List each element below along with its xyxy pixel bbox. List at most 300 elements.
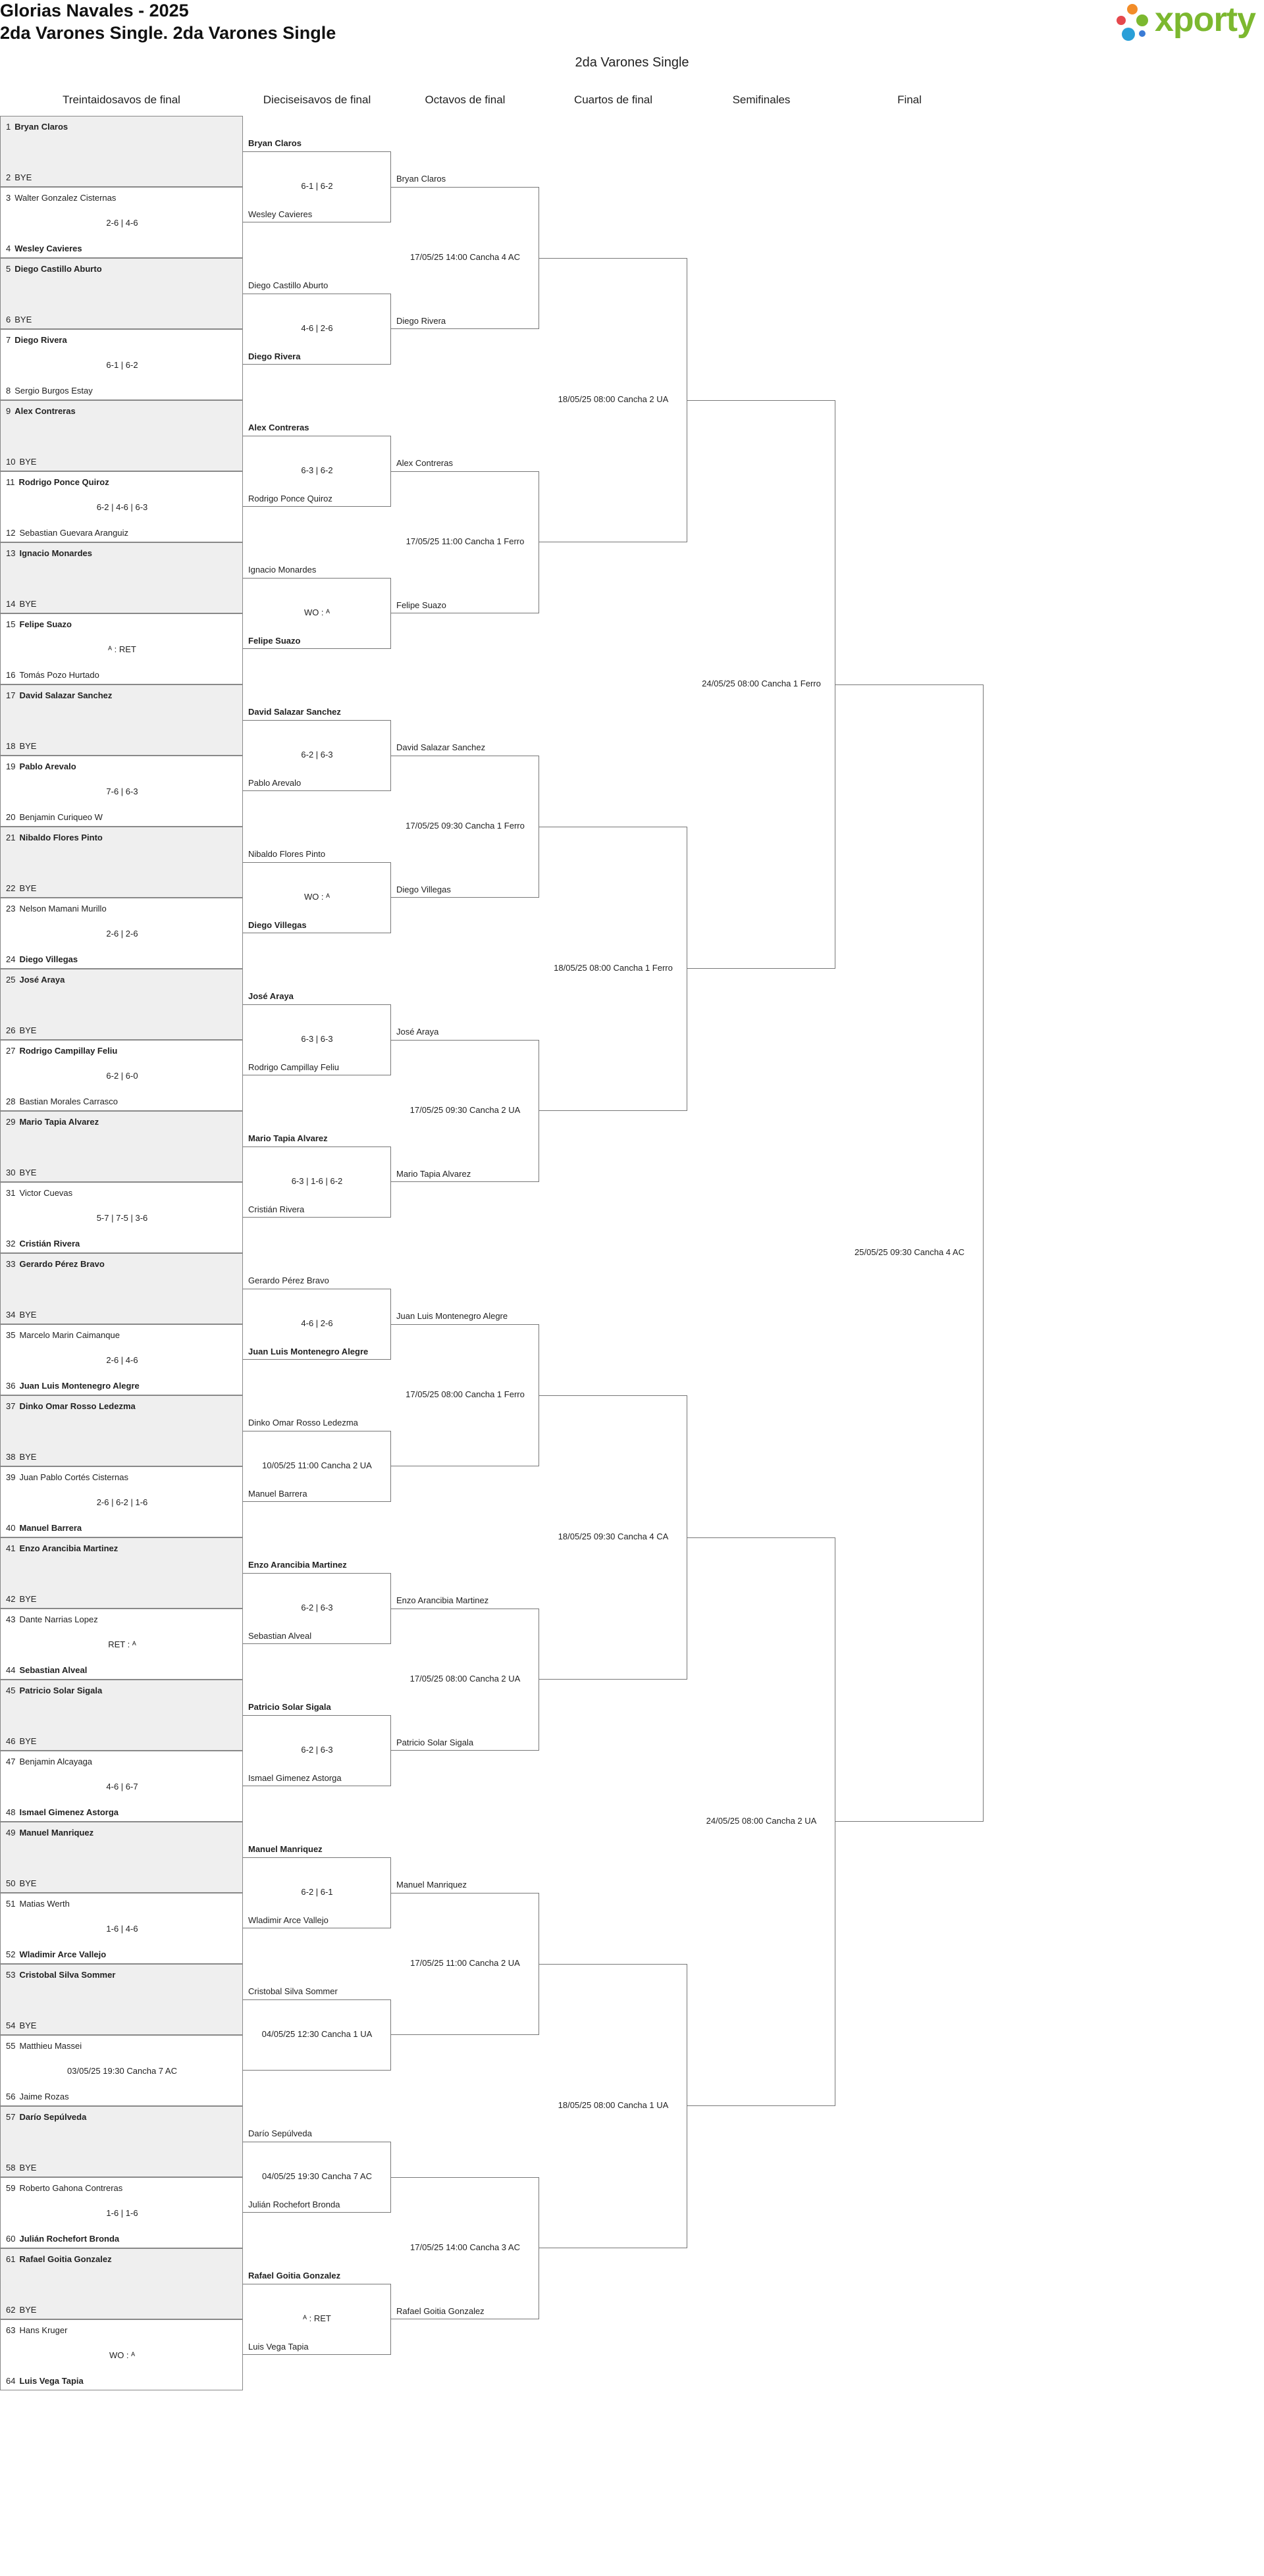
player-name: Benjamin Curiqueo W <box>19 812 103 822</box>
match-card[interactable] <box>0 1182 243 1253</box>
player-row <box>6 1452 36 1462</box>
player-name: Roberto Gahona Contreras <box>19 2183 123 2193</box>
player-name[interactable]: Ismael Gimenez Astorga <box>248 1773 342 1783</box>
player-row <box>6 1949 106 1959</box>
player-row <box>6 1025 36 1035</box>
match-score: 6-1 | 6-2 <box>106 360 138 370</box>
match-score: 6-3 | 6-3 <box>301 1034 333 1044</box>
player-name[interactable]: Enzo Arancibia Martinez <box>396 1595 489 1605</box>
round-header: Final <box>897 93 922 106</box>
player-name: Diego Villegas <box>19 954 78 964</box>
seed-number: 53 <box>6 1970 16 1980</box>
seed-number: 33 <box>6 1259 16 1269</box>
round-header: Octavos de final <box>425 93 506 106</box>
match-card[interactable] <box>0 898 243 969</box>
player-name[interactable]: Nibaldo Flores Pinto <box>248 849 326 859</box>
player-row <box>6 1614 98 1624</box>
seed-number: 22 <box>6 883 16 893</box>
match-score: 2-6 | 2-6 <box>106 929 138 939</box>
player-row <box>6 1757 92 1766</box>
player-name: BYE <box>19 1594 37 1604</box>
player-row <box>6 1807 118 1817</box>
seed-number: 27 <box>6 1046 16 1056</box>
player-row <box>6 457 36 467</box>
seed-number: 35 <box>6 1330 16 1340</box>
player-row <box>6 761 76 771</box>
match-score: 1-6 | 1-6 <box>106 2208 138 2218</box>
seed-number: 3 <box>6 193 11 203</box>
player-name: Sergio Burgos Estay <box>14 386 93 396</box>
player-name: Rodrigo Ponce Quiroz <box>18 477 109 487</box>
player-row <box>6 2376 84 2386</box>
match-score: 2-6 | 4-6 <box>106 218 138 228</box>
match-card[interactable] <box>0 329 243 400</box>
player-row <box>6 1594 36 1604</box>
match-score: 6-2 | 6-3 <box>301 1745 333 1755</box>
player-row <box>6 2041 82 2051</box>
player-row <box>6 1828 93 1838</box>
player-name[interactable]: Manuel Barrera <box>248 1489 307 1499</box>
seed-number: 51 <box>6 1899 16 1909</box>
player-name[interactable]: Bryan Claros <box>248 138 302 148</box>
match-score: 4-6 | 2-6 <box>301 323 333 333</box>
logo-text: xporty <box>1155 1 1255 39</box>
seed-number: 26 <box>6 1025 16 1035</box>
seed-number: 34 <box>6 1310 16 1320</box>
match-card[interactable] <box>0 1395 243 1466</box>
player-name: Nibaldo Flores Pinto <box>19 833 103 842</box>
player-row <box>6 1381 140 1391</box>
player-name: Patricio Solar Sigala <box>19 1686 103 1695</box>
player-name: Tomás Pozo Hurtado <box>19 670 99 680</box>
player-row <box>6 883 36 893</box>
match-score: 24/05/25 08:00 Cancha 1 Ferro <box>702 679 821 688</box>
match-score: 18/05/25 08:00 Cancha 2 UA <box>558 394 669 404</box>
player-name[interactable]: Mario Tapia Alvarez <box>396 1169 471 1179</box>
match-card[interactable] <box>0 1751 243 1822</box>
player-name[interactable]: Gerardo Pérez Bravo <box>248 1275 329 1285</box>
player-name: BYE <box>19 2021 37 2030</box>
player-row <box>6 812 103 822</box>
player-name: Bastian Morales Carrasco <box>19 1096 118 1106</box>
player-row <box>6 1188 72 1198</box>
match-card[interactable] <box>0 1111 243 1182</box>
player-name: Dante Narrias Lopez <box>19 1614 98 1624</box>
player-name[interactable]: Sebastian Alveal <box>248 1631 312 1641</box>
player-name[interactable]: Wladimir Arce Vallejo <box>248 1915 329 1925</box>
match-card[interactable] <box>0 1609 243 1680</box>
seed-number: 15 <box>6 619 16 629</box>
seed-number: 49 <box>6 1828 16 1838</box>
match-card[interactable] <box>0 613 243 684</box>
player-name[interactable]: Diego Castillo Aburto <box>248 280 329 290</box>
player-name: Pablo Arevalo <box>19 761 76 771</box>
player-row <box>6 1665 87 1675</box>
seed-number: 13 <box>6 548 16 558</box>
player-name[interactable]: Patricio Solar Sigala <box>396 1738 474 1747</box>
seed-number: 61 <box>6 2254 16 2264</box>
player-name: BYE <box>19 2305 37 2315</box>
player-row <box>6 619 72 629</box>
player-name[interactable]: Alex Contreras <box>248 423 309 432</box>
logo-dot-icon <box>1122 28 1135 41</box>
player-name: Rafael Goitia Gonzalez <box>19 2254 112 2264</box>
player-row <box>6 528 128 538</box>
match-card[interactable] <box>0 1040 243 1111</box>
match-card[interactable] <box>0 1324 243 1395</box>
player-name: BYE <box>19 741 37 751</box>
player-name: Matias Werth <box>19 1899 70 1909</box>
player-name[interactable]: Cristián Rivera <box>248 1204 305 1214</box>
player-name[interactable]: Diego Rivera <box>248 351 301 361</box>
player-name: BYE <box>19 1310 37 1320</box>
seed-number: 36 <box>6 1381 16 1391</box>
player-name: BYE <box>14 172 32 182</box>
player-row <box>6 2305 36 2315</box>
player-name: Diego Castillo Aburto <box>14 264 102 274</box>
seed-number: 6 <box>6 315 11 324</box>
match-score: 04/05/25 19:30 Cancha 7 AC <box>262 2171 372 2181</box>
match-score: 4-6 | 6-7 <box>106 1782 138 1791</box>
player-name[interactable]: Manuel Manriquez <box>396 1880 467 1890</box>
match-card[interactable] <box>0 258 243 329</box>
seed-number: 45 <box>6 1686 16 1695</box>
player-name[interactable]: José Araya <box>248 991 294 1001</box>
match-score: 17/05/25 09:30 Cancha 2 UA <box>409 1105 521 1115</box>
player-name: Cristobal Silva Sommer <box>19 1970 116 1980</box>
match-card[interactable] <box>0 756 243 827</box>
match-card[interactable] <box>0 2106 243 2177</box>
player-name[interactable]: Pablo Arevalo <box>248 778 302 788</box>
player-name: Darío Sepúlveda <box>19 2112 87 2122</box>
match-score: 6-2 | 4-6 | 6-3 <box>96 502 148 512</box>
match-score: 2-6 | 4-6 <box>106 1355 138 1365</box>
player-name[interactable]: Juan Luis Montenegro Alegre <box>248 1347 369 1356</box>
match-card[interactable] <box>0 2177 243 2248</box>
player-row <box>6 599 36 609</box>
player-row <box>6 1310 36 1320</box>
player-name: Ismael Gimenez Astorga <box>19 1807 118 1817</box>
seed-number: 44 <box>6 1665 16 1675</box>
seed-number: 29 <box>6 1117 16 1127</box>
player-name[interactable]: David Salazar Sanchez <box>248 707 341 717</box>
player-name: Manuel Manriquez <box>19 1828 94 1838</box>
match-score: 4-6 | 2-6 <box>301 1318 333 1328</box>
player-row <box>6 690 112 700</box>
player-row <box>6 1239 80 1249</box>
player-row <box>6 264 102 274</box>
match-score: 17/05/25 08:00 Cancha 1 Ferro <box>406 1389 525 1399</box>
seed-number: 9 <box>6 406 11 416</box>
seed-number: 59 <box>6 2183 16 2193</box>
seed-number: 57 <box>6 2112 16 2122</box>
player-name: Jaime Rozas <box>19 2092 69 2101</box>
match-card[interactable] <box>0 116 243 187</box>
player-name: Victor Cuevas <box>19 1188 73 1198</box>
player-name[interactable]: Rodrigo Campillay Feliu <box>248 1062 339 1072</box>
match-score: 03/05/25 19:30 Cancha 7 AC <box>67 2066 177 2076</box>
match-card[interactable] <box>0 1537 243 1609</box>
match-card[interactable] <box>0 1680 243 1751</box>
player-name: Marcelo Marin Caimanque <box>19 1330 120 1340</box>
match-score: 6-2 | 6-3 <box>301 750 333 760</box>
player-name[interactable]: Diego Villegas <box>248 920 307 930</box>
player-name: Wladimir Arce Vallejo <box>19 1949 107 1959</box>
player-row <box>6 2254 112 2264</box>
match-card[interactable] <box>0 2035 243 2106</box>
player-row <box>6 548 92 558</box>
seed-number: 50 <box>6 1878 16 1888</box>
match-score: ᴬ : RET <box>303 2313 331 2323</box>
player-name: BYE <box>19 599 37 609</box>
seed-number: 38 <box>6 1452 16 1462</box>
player-name: BYE <box>19 1168 37 1177</box>
player-name[interactable]: José Araya <box>396 1027 439 1037</box>
seed-number: 47 <box>6 1757 16 1766</box>
player-row <box>6 1401 136 1411</box>
player-row <box>6 406 76 416</box>
player-name: Julián Rochefort Bronda <box>19 2234 120 2244</box>
seed-number: 64 <box>6 2376 16 2386</box>
player-name[interactable]: Rafael Goitia Gonzalez <box>396 2306 485 2316</box>
player-name: Matthieu Massei <box>19 2041 82 2051</box>
match-score: 17/05/25 14:00 Cancha 3 AC <box>410 2242 520 2252</box>
player-name: Diego Rivera <box>14 335 67 345</box>
seed-number: 40 <box>6 1523 16 1533</box>
seed-number: 28 <box>6 1096 16 1106</box>
player-name[interactable]: David Salazar Sanchez <box>396 742 486 752</box>
player-name[interactable]: Luis Vega Tapia <box>248 2342 309 2352</box>
seed-number: 1 <box>6 122 11 132</box>
match-score: ᴬ : RET <box>108 644 136 654</box>
player-name: Luis Vega Tapia <box>19 2376 84 2386</box>
seed-number: 16 <box>6 670 16 680</box>
tournament-title: Glorias Navales - 2025 <box>0 1 189 20</box>
seed-number: 56 <box>6 2092 16 2101</box>
player-row <box>6 335 67 345</box>
player-name: Nelson Mamani Murillo <box>19 904 107 914</box>
match-score: 2-6 | 6-2 | 1-6 <box>96 1497 148 1507</box>
player-row <box>6 954 78 964</box>
player-row <box>6 2183 122 2193</box>
round-header: Treintaidosavos de final <box>63 93 180 106</box>
player-name[interactable]: Bryan Claros <box>396 174 446 184</box>
player-name: Enzo Arancibia Martinez <box>19 1543 118 1553</box>
player-name: BYE <box>19 883 37 893</box>
seed-number: 62 <box>6 2305 16 2315</box>
player-name: Alex Contreras <box>14 406 76 416</box>
seed-number: 39 <box>6 1472 16 1482</box>
seed-number: 20 <box>6 812 16 822</box>
player-row <box>6 1970 115 1980</box>
seed-number: 7 <box>6 335 11 345</box>
logo-dot-icon <box>1136 14 1148 26</box>
seed-number: 37 <box>6 1401 16 1411</box>
player-row <box>6 172 32 182</box>
match-score: 5-7 | 7-5 | 3-6 <box>96 1213 148 1223</box>
player-row <box>6 122 68 132</box>
seed-number: 42 <box>6 1594 16 1604</box>
seed-number: 54 <box>6 2021 16 2030</box>
player-name[interactable]: Alex Contreras <box>396 458 453 468</box>
seed-number: 23 <box>6 904 16 914</box>
player-row <box>6 477 109 487</box>
seed-number: 31 <box>6 1188 16 1198</box>
seed-number: 32 <box>6 1239 16 1249</box>
player-name[interactable]: Wesley Cavieres <box>248 209 313 219</box>
player-name: Manuel Barrera <box>19 1523 82 1533</box>
player-name: BYE <box>14 315 32 324</box>
player-row <box>6 904 107 914</box>
seed-number: 19 <box>6 761 16 771</box>
match-card[interactable] <box>0 1253 243 1324</box>
match-card[interactable] <box>0 2248 243 2319</box>
player-name[interactable]: Rafael Goitia Gonzalez <box>248 2271 341 2280</box>
player-name[interactable]: Diego Rivera <box>396 316 446 326</box>
player-name[interactable]: Darío Sepúlveda <box>248 2128 312 2138</box>
logo-dot-icon <box>1127 4 1138 14</box>
match-card[interactable] <box>0 969 243 1040</box>
player-name[interactable]: Cristobal Silva Sommer <box>248 1986 338 1996</box>
seed-number: 43 <box>6 1614 16 1624</box>
player-name: Mario Tapia Alvarez <box>19 1117 99 1127</box>
seed-number: 48 <box>6 1807 16 1817</box>
seed-number: 12 <box>6 528 16 538</box>
player-row <box>6 1899 70 1909</box>
player-name: BYE <box>19 1452 37 1462</box>
player-row <box>6 1736 36 1746</box>
player-name[interactable]: Dinko Omar Rosso Ledezma <box>248 1418 358 1428</box>
player-row <box>6 670 99 680</box>
seed-number: 4 <box>6 244 11 253</box>
player-row <box>6 833 103 842</box>
seed-number: 52 <box>6 1949 16 1959</box>
player-name[interactable]: Felipe Suazo <box>396 600 446 610</box>
match-score: 17/05/25 11:00 Cancha 1 Ferro <box>406 536 525 546</box>
match-card[interactable] <box>0 1822 243 1893</box>
match-score: 1-6 | 4-6 <box>106 1924 138 1934</box>
match-card[interactable] <box>0 1964 243 2035</box>
match-card[interactable] <box>0 400 243 471</box>
match-score: 24/05/25 08:00 Cancha 2 UA <box>706 1816 817 1826</box>
player-name: Walter Gonzalez Cisternas <box>14 193 117 203</box>
logo-dot-icon <box>1139 30 1146 37</box>
seed-number: 60 <box>6 2234 16 2244</box>
seed-number: 63 <box>6 2325 16 2335</box>
player-row <box>6 315 32 324</box>
player-name[interactable]: Ignacio Monardes <box>248 565 317 575</box>
player-name[interactable]: Rodrigo Ponce Quiroz <box>248 494 332 503</box>
seed-number: 14 <box>6 599 16 609</box>
match-score: 10/05/25 11:00 Cancha 2 UA <box>262 1460 372 1470</box>
player-row <box>6 2325 67 2335</box>
match-score: 17/05/25 09:30 Cancha 1 Ferro <box>406 821 525 831</box>
player-name[interactable]: Manuel Manriquez <box>248 1844 323 1854</box>
match-score: WO : ᴬ <box>303 892 330 902</box>
logo-dot-icon <box>1117 16 1126 25</box>
seed-number: 55 <box>6 2041 16 2051</box>
player-name: Rodrigo Campillay Feliu <box>19 1046 118 1056</box>
seed-number: 11 <box>6 477 15 487</box>
seed-number: 21 <box>6 833 16 842</box>
player-row <box>6 1472 128 1482</box>
bracket-title: 2da Varones Single <box>575 55 689 70</box>
match-card[interactable] <box>0 2319 243 2390</box>
player-row <box>6 1878 36 1888</box>
player-row <box>6 1046 117 1056</box>
match-card[interactable] <box>0 542 243 613</box>
player-row <box>6 244 82 253</box>
player-row <box>6 1686 102 1695</box>
player-row <box>6 2234 119 2244</box>
match-card[interactable] <box>0 684 243 756</box>
player-row <box>6 975 65 985</box>
match-score: RET : ᴬ <box>108 1639 136 1649</box>
player-name: Gerardo Pérez Bravo <box>19 1259 105 1269</box>
match-score: 18/05/25 08:00 Cancha 1 Ferro <box>554 963 673 973</box>
player-row <box>6 1523 82 1533</box>
player-name[interactable]: Diego Villegas <box>396 885 451 894</box>
category-subtitle: 2da Varones Single. 2da Varones Single <box>0 23 336 43</box>
seed-number: 25 <box>6 975 16 985</box>
player-row <box>6 2021 36 2030</box>
player-row <box>6 1096 118 1106</box>
xporty-logo[interactable] <box>1114 1 1264 46</box>
match-score: 6-2 | 6-0 <box>106 1071 138 1081</box>
seed-number: 41 <box>6 1543 16 1553</box>
seed-number: 46 <box>6 1736 16 1746</box>
match-score: 7-6 | 6-3 <box>106 786 138 796</box>
player-name[interactable]: Mario Tapia Alvarez <box>248 1133 328 1143</box>
match-score: 18/05/25 09:30 Cancha 4 CA <box>558 1532 669 1541</box>
match-card[interactable] <box>0 471 243 542</box>
player-name: BYE <box>19 1025 37 1035</box>
player-name: Sebastian Guevara Aranguiz <box>19 528 128 538</box>
player-name: BYE <box>19 457 37 467</box>
seed-number: 10 <box>6 457 16 467</box>
player-row <box>6 2092 69 2101</box>
player-name: Juan Pablo Cortés Cisternas <box>19 1472 128 1482</box>
seed-number: 30 <box>6 1168 16 1177</box>
player-name: Juan Luis Montenegro Alegre <box>19 1381 140 1391</box>
match-card[interactable] <box>0 1466 243 1537</box>
seed-number: 58 <box>6 2163 16 2173</box>
player-row <box>6 1543 118 1553</box>
match-score: 18/05/25 08:00 Cancha 1 UA <box>558 2100 669 2110</box>
match-score: WO : ᴬ <box>109 2350 136 2360</box>
match-card[interactable] <box>0 1893 243 1964</box>
seed-number: 5 <box>6 264 11 274</box>
seed-number: 24 <box>6 954 16 964</box>
player-name[interactable]: Felipe Suazo <box>248 636 301 646</box>
player-name: BYE <box>19 1878 37 1888</box>
player-name: Bryan Claros <box>14 122 68 132</box>
player-row <box>6 741 36 751</box>
match-score: 04/05/25 12:30 Cancha 1 UA <box>261 2029 373 2039</box>
player-name[interactable]: Enzo Arancibia Martinez <box>248 1560 347 1570</box>
player-name[interactable]: Juan Luis Montenegro Alegre <box>396 1311 508 1321</box>
match-score: 6-2 | 6-1 <box>301 1887 333 1897</box>
round-header: Dieciseisavos de final <box>263 93 371 106</box>
match-card[interactable] <box>0 827 243 898</box>
match-score: 17/05/25 11:00 Cancha 2 UA <box>410 1958 520 1968</box>
player-name: Cristián Rivera <box>19 1239 80 1249</box>
player-name[interactable]: Julián Rochefort Bronda <box>248 2200 340 2209</box>
round-header: Cuartos de final <box>573 93 653 106</box>
player-name[interactable]: Patricio Solar Sigala <box>248 1702 331 1712</box>
match-card[interactable] <box>0 187 243 258</box>
player-name: David Salazar Sanchez <box>19 690 113 700</box>
